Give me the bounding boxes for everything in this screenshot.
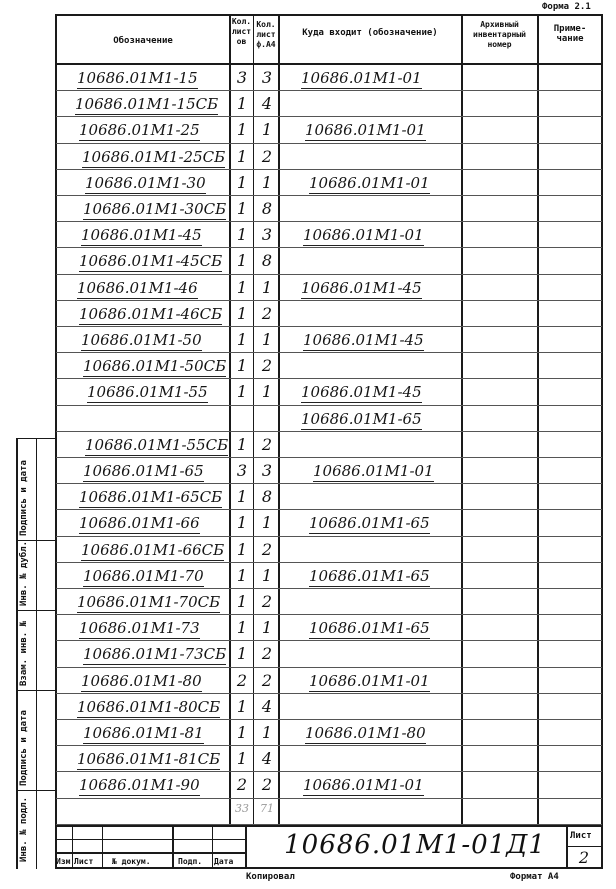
row-a4: 2	[261, 435, 273, 454]
tb-col-doc: № докум.	[112, 857, 151, 866]
row-a4: 2	[261, 775, 273, 794]
document-number: 10686.01М1-01Д1	[284, 830, 546, 860]
row-designation: 10686.01М1-30СБ	[83, 200, 227, 218]
row-designation: 10686.01М1-65СБ	[79, 488, 223, 506]
row-separator	[56, 745, 602, 746]
row-sheets: 2	[236, 671, 248, 690]
sheet-label: Лист	[570, 831, 592, 841]
row-a4: 71	[260, 802, 274, 815]
col-line-2	[253, 14, 254, 826]
row-sheets: 1	[236, 251, 248, 270]
row-a4: 1	[261, 513, 273, 532]
tb-v-5	[245, 825, 247, 868]
row-goes-into: 10686.01М1-65	[309, 514, 430, 532]
row-designation: 10686.01М1-30	[85, 174, 206, 192]
col-line-1	[229, 14, 231, 826]
row-separator	[56, 640, 602, 641]
row-sheets: 1	[236, 487, 248, 506]
row-a4: 1	[261, 173, 273, 192]
row-a4: 3	[261, 461, 273, 480]
row-designation: 10686.01М1-15	[77, 69, 198, 87]
row-designation: 10686.01М1-45	[81, 226, 202, 244]
row-designation: 10686.01М1-66СБ	[81, 541, 225, 559]
row-separator	[56, 771, 602, 772]
row-sheets: 1	[236, 513, 248, 532]
tb-col-izm: Изм	[56, 857, 71, 866]
side-strip-inner	[36, 438, 37, 869]
row-sheets: 2	[236, 775, 248, 794]
row-a4: 2	[261, 147, 273, 166]
row-sheets: 1	[236, 94, 248, 113]
row-separator	[56, 431, 602, 432]
row-designation: 10686.01М1-50СБ	[83, 357, 227, 375]
side-div-2	[16, 610, 56, 611]
row-goes-into: 10686.01М1-45	[301, 279, 422, 297]
row-goes-into: 10686.01М1-80	[305, 724, 426, 742]
header-sheet-count: Кол. листов	[231, 17, 252, 46]
row-a4: 2	[261, 644, 273, 663]
row-sheets: 1	[236, 618, 248, 637]
row-sheets: 1	[236, 147, 248, 166]
row-sheets: 1	[236, 199, 248, 218]
row-separator	[56, 247, 602, 248]
row-separator	[56, 274, 602, 275]
tb-v-3	[172, 825, 174, 868]
row-a4: 1	[261, 723, 273, 742]
row-goes-into: 10686.01М1-01	[303, 776, 424, 794]
row-a4: 2	[261, 592, 273, 611]
row-designation: 10686.01М1-25СБ	[82, 148, 226, 166]
row-sheets: 1	[236, 304, 248, 323]
row-designation: 10686.01М1-25	[79, 121, 200, 139]
row-sheets: 1	[236, 540, 248, 559]
row-sheets: 1	[236, 330, 248, 349]
row-goes-into: 10686.01М1-01	[313, 462, 434, 480]
row-separator	[56, 588, 602, 589]
tb-v-4	[212, 825, 213, 868]
row-sheets: 1	[236, 644, 248, 663]
row-designation: 10686.01М1-70СБ	[77, 593, 221, 611]
row-designation: 10686.01М1-45СБ	[79, 252, 223, 270]
row-designation: 10686.01М1-46	[77, 279, 198, 297]
row-sheets: 1	[236, 749, 248, 768]
footer-copied: Копировал	[246, 872, 295, 882]
col-line-4	[461, 14, 463, 826]
row-goes-into: 10686.01М1-45	[303, 331, 424, 349]
row-designation: 10686.01М1-80СБ	[77, 698, 221, 716]
row-a4: 3	[261, 68, 273, 87]
tb-rowline-1	[55, 839, 245, 840]
row-designation: 10686.01М1-80	[81, 672, 202, 690]
row-a4: 1	[261, 566, 273, 585]
footer-format: Формат А4	[510, 872, 559, 882]
col-line-5	[537, 14, 539, 826]
tb-v-2	[102, 825, 103, 868]
row-goes-into: 10686.01М1-01	[309, 174, 430, 192]
row-sheets: 3	[236, 461, 248, 480]
row-sheets: 1	[236, 566, 248, 585]
row-separator	[56, 195, 602, 196]
tb-col-sign: Подп.	[178, 857, 203, 866]
row-sheets: 1	[236, 225, 248, 244]
col-line-3	[278, 14, 280, 826]
row-a4: 4	[261, 749, 273, 768]
row-a4: 2	[261, 356, 273, 375]
row-a4: 1	[261, 278, 273, 297]
row-a4: 8	[261, 199, 273, 218]
row-sheets: 33	[235, 802, 249, 815]
row-designation: 10686.01М1-70	[83, 567, 204, 585]
side-label-inv-orig: Инв. № подл.	[19, 796, 29, 862]
row-separator	[56, 326, 602, 327]
sheet-number: 2	[578, 848, 590, 867]
header-goes-into: Куда входит (обозначение)	[302, 28, 438, 38]
row-a4: 3	[261, 225, 273, 244]
side-label-sign-date-1: Подпись и дата	[19, 460, 29, 536]
row-sheets: 1	[236, 173, 248, 192]
row-designation: 10686.01М1-90	[79, 776, 200, 794]
side-div-3	[16, 690, 56, 691]
tb-col-list: Лист	[74, 857, 94, 866]
row-a4: 4	[261, 94, 273, 113]
row-a4: 2	[261, 304, 273, 323]
row-separator	[56, 719, 602, 720]
side-div-4	[16, 790, 56, 791]
row-sheets: 1	[236, 356, 248, 375]
row-designation: 10686.01М1-66	[79, 514, 200, 532]
side-strip-left	[16, 438, 18, 869]
header-archive: Архивный инвентарный номер	[473, 20, 526, 49]
row-designation: 10686.01М1-46СБ	[79, 305, 223, 323]
row-separator	[56, 562, 602, 563]
row-designation: 10686.01М1-81	[83, 724, 204, 742]
row-separator	[56, 667, 602, 668]
row-designation: 10686.01М1-15СБ	[75, 95, 219, 113]
row-a4: 1	[261, 330, 273, 349]
frame-bottom	[55, 867, 603, 869]
row-sheets: 3	[236, 68, 248, 87]
row-separator	[56, 536, 602, 537]
row-sheets: 1	[236, 592, 248, 611]
row-designation: 10686.01М1-81СБ	[77, 750, 221, 768]
row-separator	[56, 143, 602, 144]
side-label-sign-date-2: Подпись и дата	[19, 710, 29, 786]
row-a4: 8	[261, 487, 273, 506]
row-separator	[56, 116, 602, 117]
row-separator	[56, 483, 602, 484]
header-a4-count: Кол. лист ф.А4	[256, 20, 276, 49]
side-strip-top	[16, 438, 56, 439]
row-separator	[56, 509, 602, 510]
row-designation: 10686.01М1-55СБ	[85, 436, 229, 454]
row-sheets: 1	[236, 697, 248, 716]
tb-rowline-2	[55, 852, 245, 854]
row-sheets: 1	[236, 435, 248, 454]
row-a4: 1	[261, 382, 273, 401]
row-designation: 10686.01М1-50	[81, 331, 202, 349]
row-separator	[56, 169, 602, 170]
form-label: Форма 2.1	[542, 2, 591, 12]
header-note: Приме- чание	[553, 24, 587, 44]
row-goes-into: 10686.01М1-65	[309, 567, 430, 585]
row-a4: 8	[261, 251, 273, 270]
frame-top	[55, 14, 603, 16]
row-designation: 10686.01М1-73	[79, 619, 200, 637]
row-a4: 2	[261, 540, 273, 559]
row-separator	[56, 90, 602, 91]
row-a4: 2	[261, 671, 273, 690]
side-label-vzam-inv: Взам. инв. №	[19, 620, 29, 686]
row-separator	[56, 378, 602, 379]
row-goes-into: 10686.01М1-65	[301, 410, 422, 428]
row-separator	[56, 405, 602, 406]
row-a4: 4	[261, 697, 273, 716]
row-separator	[56, 693, 602, 694]
row-separator	[56, 457, 602, 458]
row-sheets: 1	[236, 120, 248, 139]
tb-v-1	[72, 825, 73, 868]
row-designation: 10686.01М1-55	[87, 383, 208, 401]
row-goes-into: 10686.01М1-65	[309, 619, 430, 637]
tb-top	[55, 825, 603, 827]
row-goes-into: 10686.01М1-01	[305, 121, 426, 139]
row-separator	[56, 352, 602, 353]
row-separator	[56, 614, 602, 615]
header-bottom	[55, 63, 603, 65]
row-goes-into: 10686.01М1-01	[301, 69, 422, 87]
row-designation: 10686.01М1-73СБ	[83, 645, 227, 663]
header-designation: Обозначение	[113, 36, 173, 46]
row-designation: 10686.01М1-65	[83, 462, 204, 480]
row-separator	[56, 221, 602, 222]
row-sheets: 1	[236, 278, 248, 297]
row-a4: 1	[261, 120, 273, 139]
row-goes-into: 10686.01М1-45	[301, 383, 422, 401]
row-a4: 1	[261, 618, 273, 637]
tb-col-date: Дата	[214, 857, 234, 866]
row-sheets: 1	[236, 382, 248, 401]
row-separator	[56, 798, 602, 799]
row-goes-into: 10686.01М1-01	[303, 226, 424, 244]
side-label-inv-dupl: Инв. № дубл.	[19, 540, 29, 606]
row-separator	[56, 300, 602, 301]
row-sheets: 1	[236, 723, 248, 742]
tb-sheet-div	[566, 846, 602, 847]
row-goes-into: 10686.01М1-01	[309, 672, 430, 690]
